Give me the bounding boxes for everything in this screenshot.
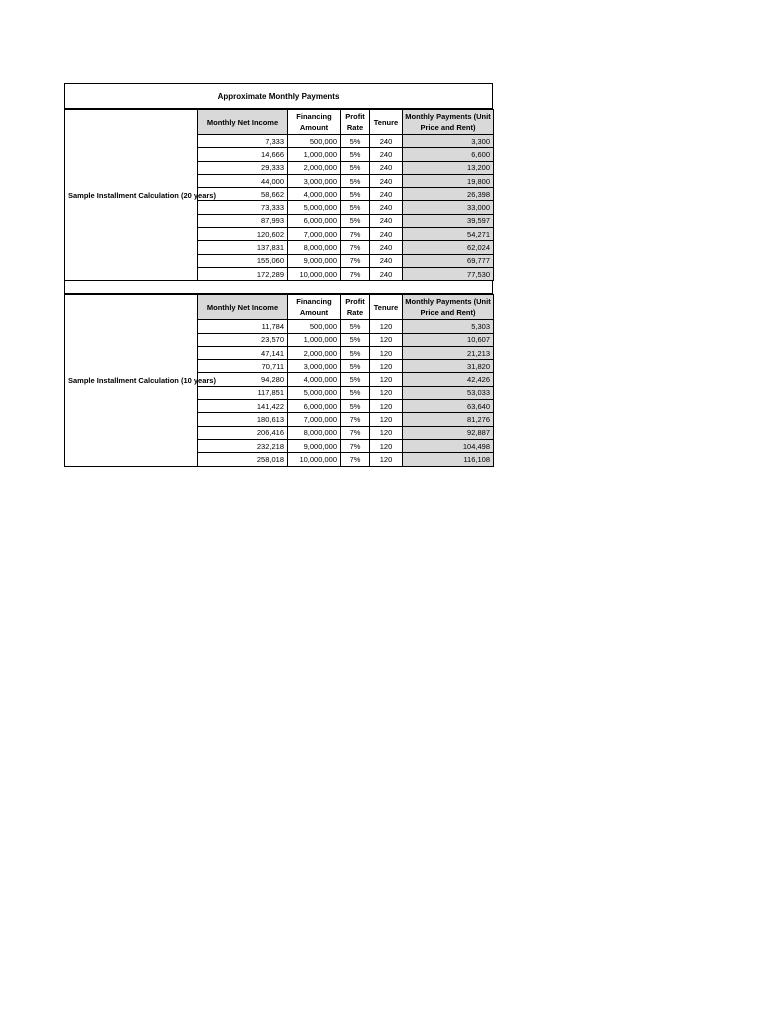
financing-cell: 8,000,000 <box>288 426 341 439</box>
payment-cell: 26,398 <box>403 188 494 201</box>
financing-cell: 7,000,000 <box>288 228 341 241</box>
header-monthly-net-income: Monthly Net Income <box>198 295 288 320</box>
tenure-cell: 120 <box>370 453 403 466</box>
profit-rate-cell: 5% <box>341 346 370 359</box>
income-cell: 172,289 <box>198 267 288 280</box>
payment-cell: 6,600 <box>403 148 494 161</box>
tenure-cell: 240 <box>370 241 403 254</box>
tenure-cell: 240 <box>370 228 403 241</box>
financing-cell: 8,000,000 <box>288 241 341 254</box>
financing-cell: 6,000,000 <box>288 400 341 413</box>
tenure-cell: 120 <box>370 400 403 413</box>
financing-cell: 6,000,000 <box>288 214 341 227</box>
financing-cell: 5,000,000 <box>288 386 341 399</box>
profit-rate-cell: 5% <box>341 333 370 346</box>
profit-rate-cell: 7% <box>341 267 370 280</box>
payment-cell: 77,530 <box>403 267 494 280</box>
header-monthly-payments: Monthly Payments (Unit Price and Rent) <box>403 110 494 135</box>
income-cell: 117,851 <box>198 386 288 399</box>
payment-cell: 19,800 <box>403 174 494 187</box>
profit-rate-cell: 5% <box>341 135 370 148</box>
header-monthly-payments: Monthly Payments (Unit Price and Rent) <box>403 295 494 320</box>
tenure-cell: 120 <box>370 413 403 426</box>
block-separator <box>64 281 493 294</box>
financing-cell: 4,000,000 <box>288 188 341 201</box>
tenure-cell: 240 <box>370 148 403 161</box>
tenure-cell: 240 <box>370 254 403 267</box>
financing-cell: 500,000 <box>288 320 341 333</box>
financing-cell: 1,000,000 <box>288 333 341 346</box>
profit-rate-cell: 7% <box>341 254 370 267</box>
block-label: Sample Installment Calculation (20 years) <box>65 110 198 281</box>
tenure-cell: 120 <box>370 320 403 333</box>
payment-cell: 39,597 <box>403 214 494 227</box>
financing-cell: 2,000,000 <box>288 346 341 359</box>
payment-cell: 31,820 <box>403 360 494 373</box>
income-cell: 23,570 <box>198 333 288 346</box>
payment-cell: 33,000 <box>403 201 494 214</box>
header-financing-amount: Financing Amount <box>288 110 341 135</box>
financing-cell: 9,000,000 <box>288 254 341 267</box>
tenure-cell: 120 <box>370 346 403 359</box>
income-cell: 137,831 <box>198 241 288 254</box>
income-cell: 44,000 <box>198 174 288 187</box>
financing-cell: 5,000,000 <box>288 201 341 214</box>
income-cell: 70,711 <box>198 360 288 373</box>
income-cell: 58,662 <box>198 188 288 201</box>
tenure-cell: 120 <box>370 426 403 439</box>
financing-cell: 7,000,000 <box>288 413 341 426</box>
tenure-cell: 240 <box>370 135 403 148</box>
tenure-cell: 240 <box>370 161 403 174</box>
financing-cell: 3,000,000 <box>288 360 341 373</box>
payment-cell: 42,426 <box>403 373 494 386</box>
profit-rate-cell: 7% <box>341 241 370 254</box>
tenure-cell: 240 <box>370 188 403 201</box>
payment-cell: 63,640 <box>403 400 494 413</box>
tenure-cell: 240 <box>370 174 403 187</box>
tenure-cell: 120 <box>370 386 403 399</box>
financing-cell: 10,000,000 <box>288 453 341 466</box>
income-cell: 87,993 <box>198 214 288 227</box>
income-cell: 29,333 <box>198 161 288 174</box>
income-cell: 94,280 <box>198 373 288 386</box>
financing-cell: 3,000,000 <box>288 174 341 187</box>
header-tenure: Tenure <box>370 295 403 320</box>
payment-cell: 3,300 <box>403 135 494 148</box>
profit-rate-cell: 5% <box>341 188 370 201</box>
profit-rate-cell: 7% <box>341 453 370 466</box>
payment-cell: 116,108 <box>403 453 494 466</box>
income-cell: 14,666 <box>198 148 288 161</box>
profit-rate-cell: 5% <box>341 174 370 187</box>
income-cell: 232,218 <box>198 439 288 452</box>
financing-cell: 9,000,000 <box>288 439 341 452</box>
tenure-cell: 120 <box>370 333 403 346</box>
profit-rate-cell: 5% <box>341 373 370 386</box>
profit-rate-cell: 5% <box>341 148 370 161</box>
profit-rate-cell: 5% <box>341 201 370 214</box>
tenure-cell: 120 <box>370 360 403 373</box>
block-10-years <box>64 294 493 466</box>
profit-rate-cell: 5% <box>341 386 370 399</box>
profit-rate-cell: 7% <box>341 413 370 426</box>
tenure-cell: 120 <box>370 439 403 452</box>
profit-rate-cell: 5% <box>341 161 370 174</box>
tenure-cell: 240 <box>370 201 403 214</box>
installment-table <box>64 294 494 466</box>
payment-cell: 54,271 <box>403 228 494 241</box>
income-cell: 206,416 <box>198 426 288 439</box>
profit-rate-cell: 7% <box>341 228 370 241</box>
payment-cell: 10,607 <box>403 333 494 346</box>
financing-cell: 1,000,000 <box>288 148 341 161</box>
profit-rate-cell: 7% <box>341 426 370 439</box>
income-cell: 141,422 <box>198 400 288 413</box>
income-cell: 180,613 <box>198 413 288 426</box>
profit-rate-cell: 5% <box>341 320 370 333</box>
tenure-cell: 240 <box>370 267 403 280</box>
payment-cell: 104,498 <box>403 439 494 452</box>
payment-cell: 13,200 <box>403 161 494 174</box>
income-cell: 155,060 <box>198 254 288 267</box>
block-20-years <box>64 109 493 281</box>
income-cell: 7,333 <box>198 135 288 148</box>
income-cell: 258,018 <box>198 453 288 466</box>
financing-cell: 4,000,000 <box>288 373 341 386</box>
income-cell: 11,784 <box>198 320 288 333</box>
income-cell: 120,602 <box>198 228 288 241</box>
sheet-title: Approximate Monthly Payments <box>64 83 493 109</box>
financing-cell: 10,000,000 <box>288 267 341 280</box>
payment-cell: 62,024 <box>403 241 494 254</box>
payment-cell: 69,777 <box>403 254 494 267</box>
profit-rate-cell: 5% <box>341 214 370 227</box>
header-monthly-net-income: Monthly Net Income <box>198 110 288 135</box>
tenure-cell: 240 <box>370 214 403 227</box>
financing-cell: 500,000 <box>288 135 341 148</box>
financing-cell: 2,000,000 <box>288 161 341 174</box>
payments-sheet <box>64 83 493 467</box>
payment-cell: 81,276 <box>403 413 494 426</box>
header-tenure: Tenure <box>370 110 403 135</box>
header-profit-rate: Profit Rate <box>341 295 370 320</box>
tenure-cell: 120 <box>370 373 403 386</box>
income-cell: 47,141 <box>198 346 288 359</box>
profit-rate-cell: 7% <box>341 439 370 452</box>
header-profit-rate: Profit Rate <box>341 110 370 135</box>
payment-cell: 53,033 <box>403 386 494 399</box>
payment-cell: 92,887 <box>403 426 494 439</box>
payment-cell: 21,213 <box>403 346 494 359</box>
installment-table <box>64 109 494 281</box>
block-label: Sample Installment Calculation (10 years) <box>65 295 198 466</box>
income-cell: 73,333 <box>198 201 288 214</box>
payment-cell: 5,303 <box>403 320 494 333</box>
header-financing-amount: Financing Amount <box>288 295 341 320</box>
profit-rate-cell: 5% <box>341 400 370 413</box>
profit-rate-cell: 5% <box>341 360 370 373</box>
